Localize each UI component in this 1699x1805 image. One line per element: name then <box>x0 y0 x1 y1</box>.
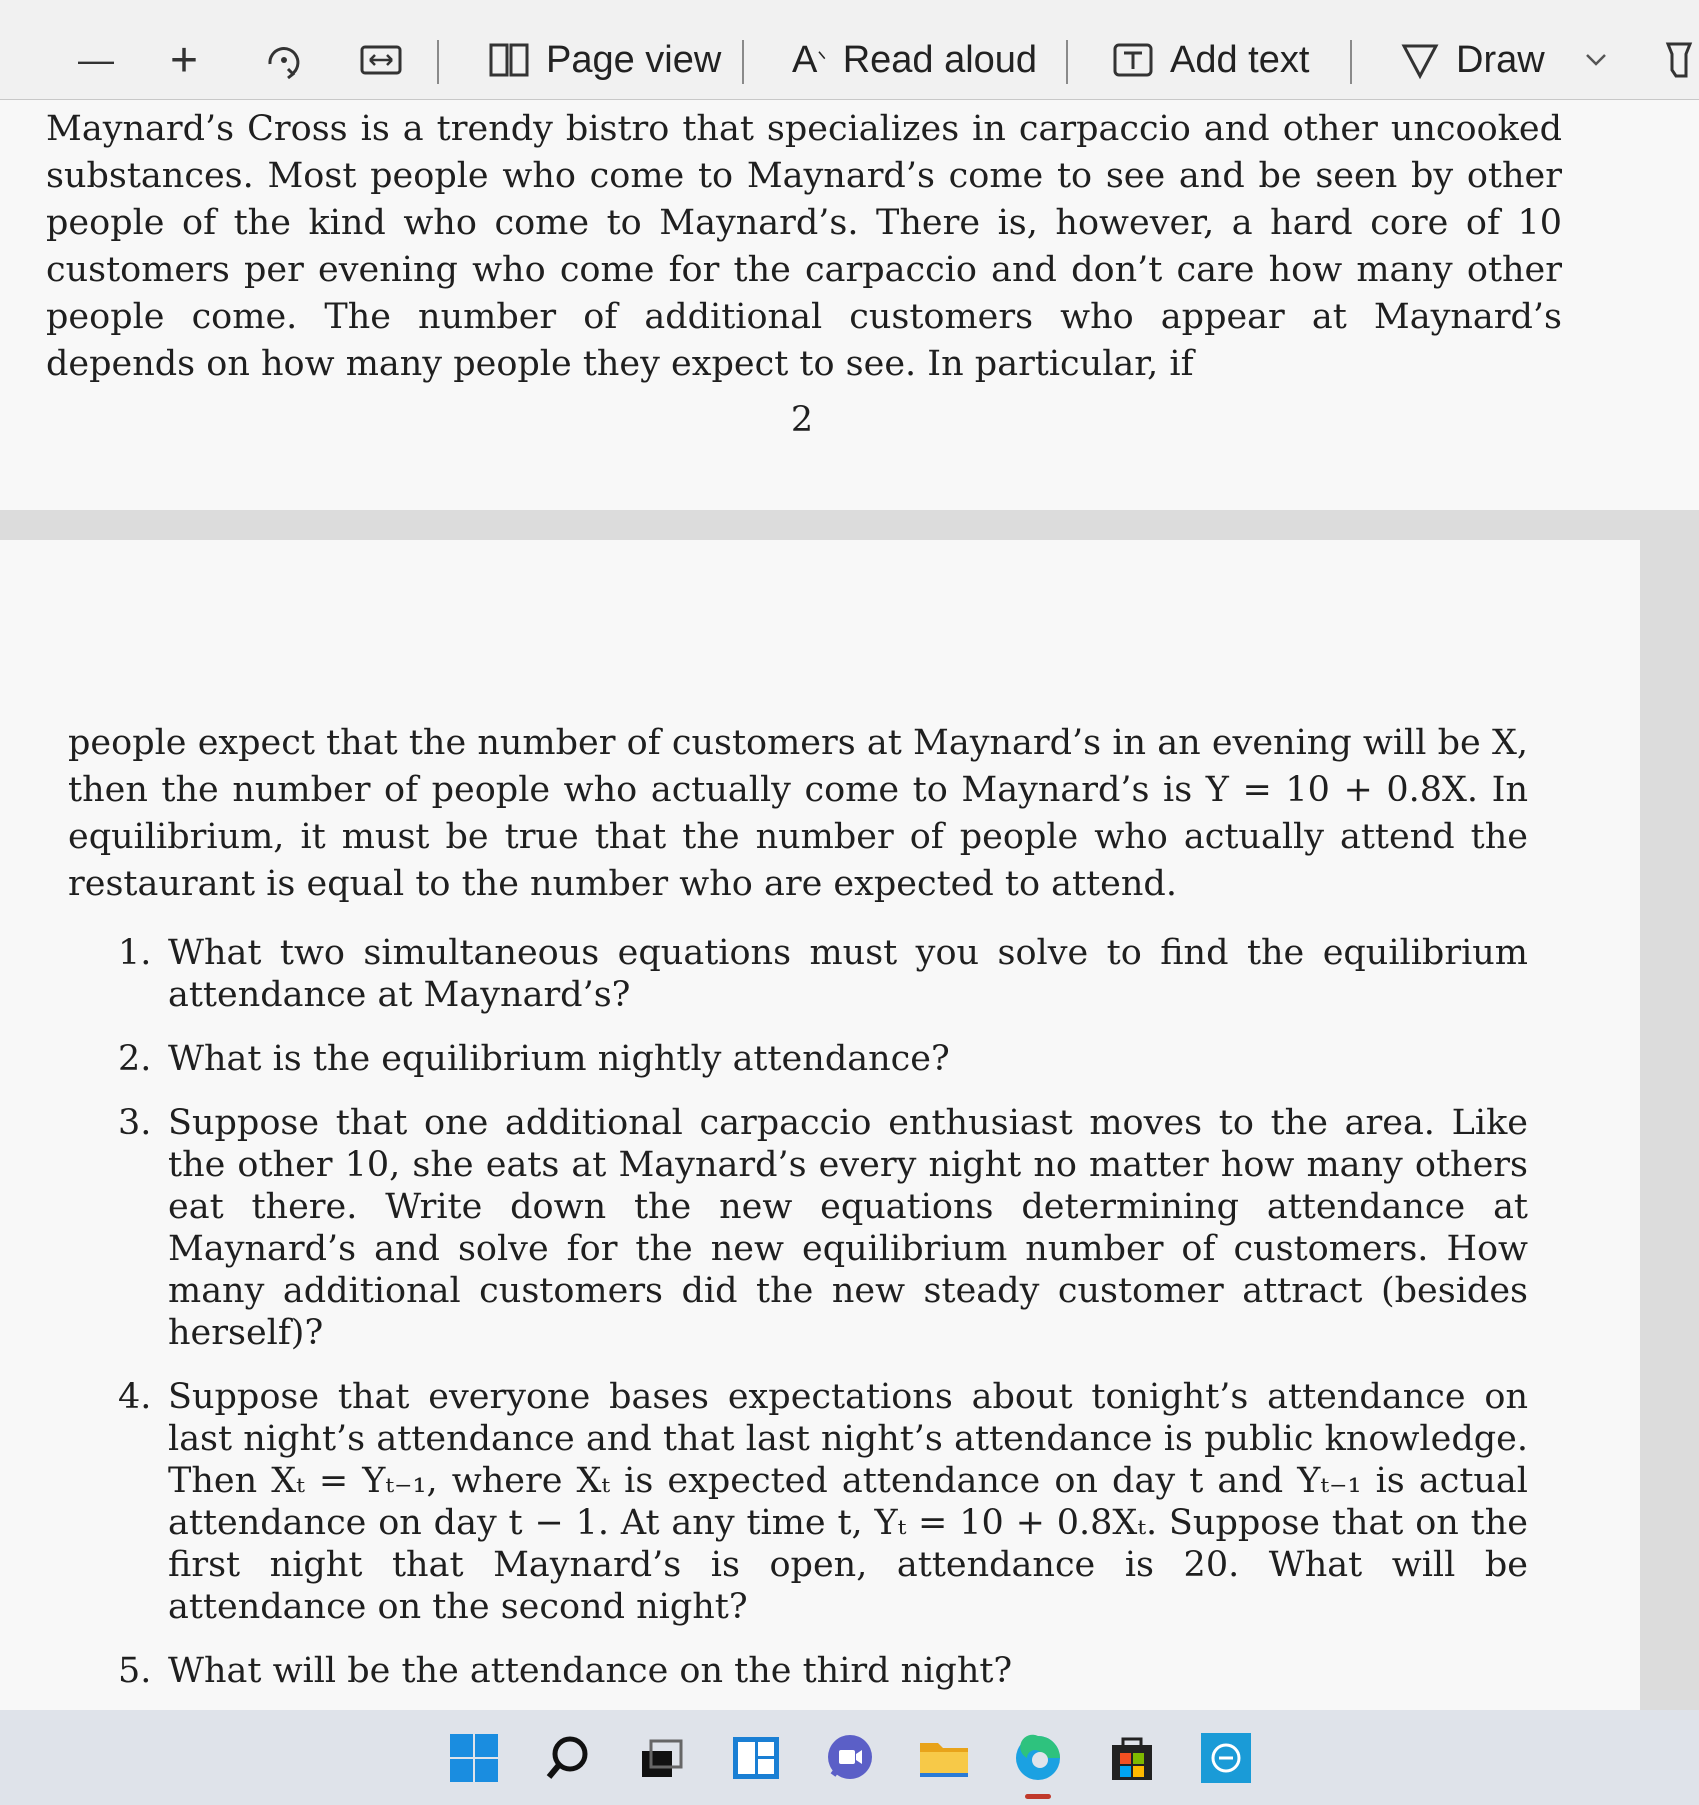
question-number: 1. <box>118 933 152 973</box>
pdf-toolbar <box>0 0 1699 100</box>
add-text-icon <box>1112 42 1154 78</box>
page-view-button[interactable] <box>488 30 721 90</box>
taskbar <box>0 1710 1699 1805</box>
question-list <box>118 932 1528 1778</box>
active-app-indicator <box>1025 1794 1051 1799</box>
question-text: What two simultaneous equations must you solve to find the equilibrium attendance at Maynard’s? <box>168 933 1528 1015</box>
page-view-icon <box>488 41 530 79</box>
rotate-icon <box>262 38 306 82</box>
toolbar-divider <box>742 40 744 84</box>
dell-app-icon[interactable] <box>1199 1731 1253 1785</box>
draw-button[interactable] <box>1400 30 1545 90</box>
read-aloud-button[interactable] <box>792 30 1037 90</box>
store-icon[interactable] <box>1105 1731 1159 1785</box>
page-number: 2 <box>790 400 814 440</box>
read-aloud-icon: A ᐠ <box>792 38 827 81</box>
highlight-button[interactable] <box>1664 30 1694 90</box>
list-item <box>118 1376 1528 1628</box>
question-text: What will be the attendance on the third night? <box>168 1651 1013 1691</box>
fit-width-icon <box>360 43 402 77</box>
fit-width-button[interactable] <box>360 30 402 90</box>
list-item <box>118 932 1528 1016</box>
question-number: 4. <box>118 1377 152 1417</box>
list-item <box>118 1038 1528 1080</box>
file-explorer-icon[interactable] <box>917 1731 971 1785</box>
toolbar-divider <box>1066 40 1068 84</box>
task-view-icon[interactable] <box>635 1731 689 1785</box>
widgets-icon[interactable] <box>729 1731 783 1785</box>
draw-icon <box>1400 40 1440 80</box>
page-paragraph: Maynard’s Cross is a trendy bistro that specializes in carpaccio and other uncooked substances. Most people who come to Maynard’s come to see and be seen by other people of the kind who come to Maynard’s. There is, however, a hard core of 10 customers per evening who come for the carpaccio and don’t care how many other people come. The number of additional customers who appear at Maynard’s depends on how many people they expect to see. In particular, if <box>46 109 1562 384</box>
question-text: Suppose that everyone bases expectations about tonight’s attendance on last night’s attendance and that last night’s attendance is public knowledge. Then Xₜ = Yₜ₋₁, where Xₜ is expected attendance on day t and Yₜ₋₁ is actual attendance on day t − 1. At any time t, Yₜ = 10 + 0.8Xₜ. Suppose that on the first night that Maynard’s is open, attendance is 20. What will be attendance on the second night? <box>168 1377 1528 1627</box>
toolbar-divider <box>1350 40 1352 84</box>
chevron-down-icon <box>1584 52 1608 68</box>
question-text: What is the equilibrium nightly attendance? <box>168 1039 950 1079</box>
zoom-out-label: — <box>78 39 114 80</box>
rotate-button[interactable] <box>262 30 306 90</box>
pdf-page-3 <box>0 540 1640 1710</box>
zoom-out-button[interactable] <box>78 30 114 90</box>
pdf-page-2 <box>0 100 1699 510</box>
chat-icon[interactable] <box>823 1731 877 1785</box>
question-number: 3. <box>118 1103 152 1143</box>
draw-label: Draw <box>1456 38 1545 81</box>
list-item <box>118 1102 1528 1354</box>
zoom-in-label: + <box>170 33 199 87</box>
list-item <box>118 1650 1528 1692</box>
highlighter-icon <box>1664 40 1694 80</box>
question-number: 2. <box>118 1039 152 1079</box>
page-view-label: Page view <box>546 38 722 81</box>
windows-start-icon[interactable] <box>447 1731 501 1785</box>
question-text: Suppose that one additional carpaccio enthusiast moves to the area. Like the other 10, she eats at Maynard’s every night no matter how many others eat there. Write down the new equations determining attendance at Maynard’s and solve for the new equilibrium number of customers. How many additional customers did the new steady customer attract (besides herself)? <box>168 1103 1528 1353</box>
toolbar-divider <box>437 40 439 84</box>
edge-browser-icon[interactable] <box>1011 1731 1065 1785</box>
question-number: 5. <box>118 1651 152 1691</box>
add-text-button[interactable] <box>1112 30 1309 90</box>
zoom-in-button[interactable] <box>170 30 198 90</box>
page-paragraph: people expect that the number of customers at Maynard’s in an evening will be X, then the number of people who actually come to Maynard’s is Y = 10 + 0.8X. In equilibrium, it must be true that the number of people who actually attend the restaurant is equal to the number who are expected to attend. <box>68 723 1528 904</box>
search-icon[interactable] <box>541 1731 595 1785</box>
draw-options-dropdown[interactable] <box>1584 30 1608 90</box>
add-text-label: Add text <box>1170 38 1310 81</box>
read-aloud-label: Read aloud <box>842 38 1038 81</box>
